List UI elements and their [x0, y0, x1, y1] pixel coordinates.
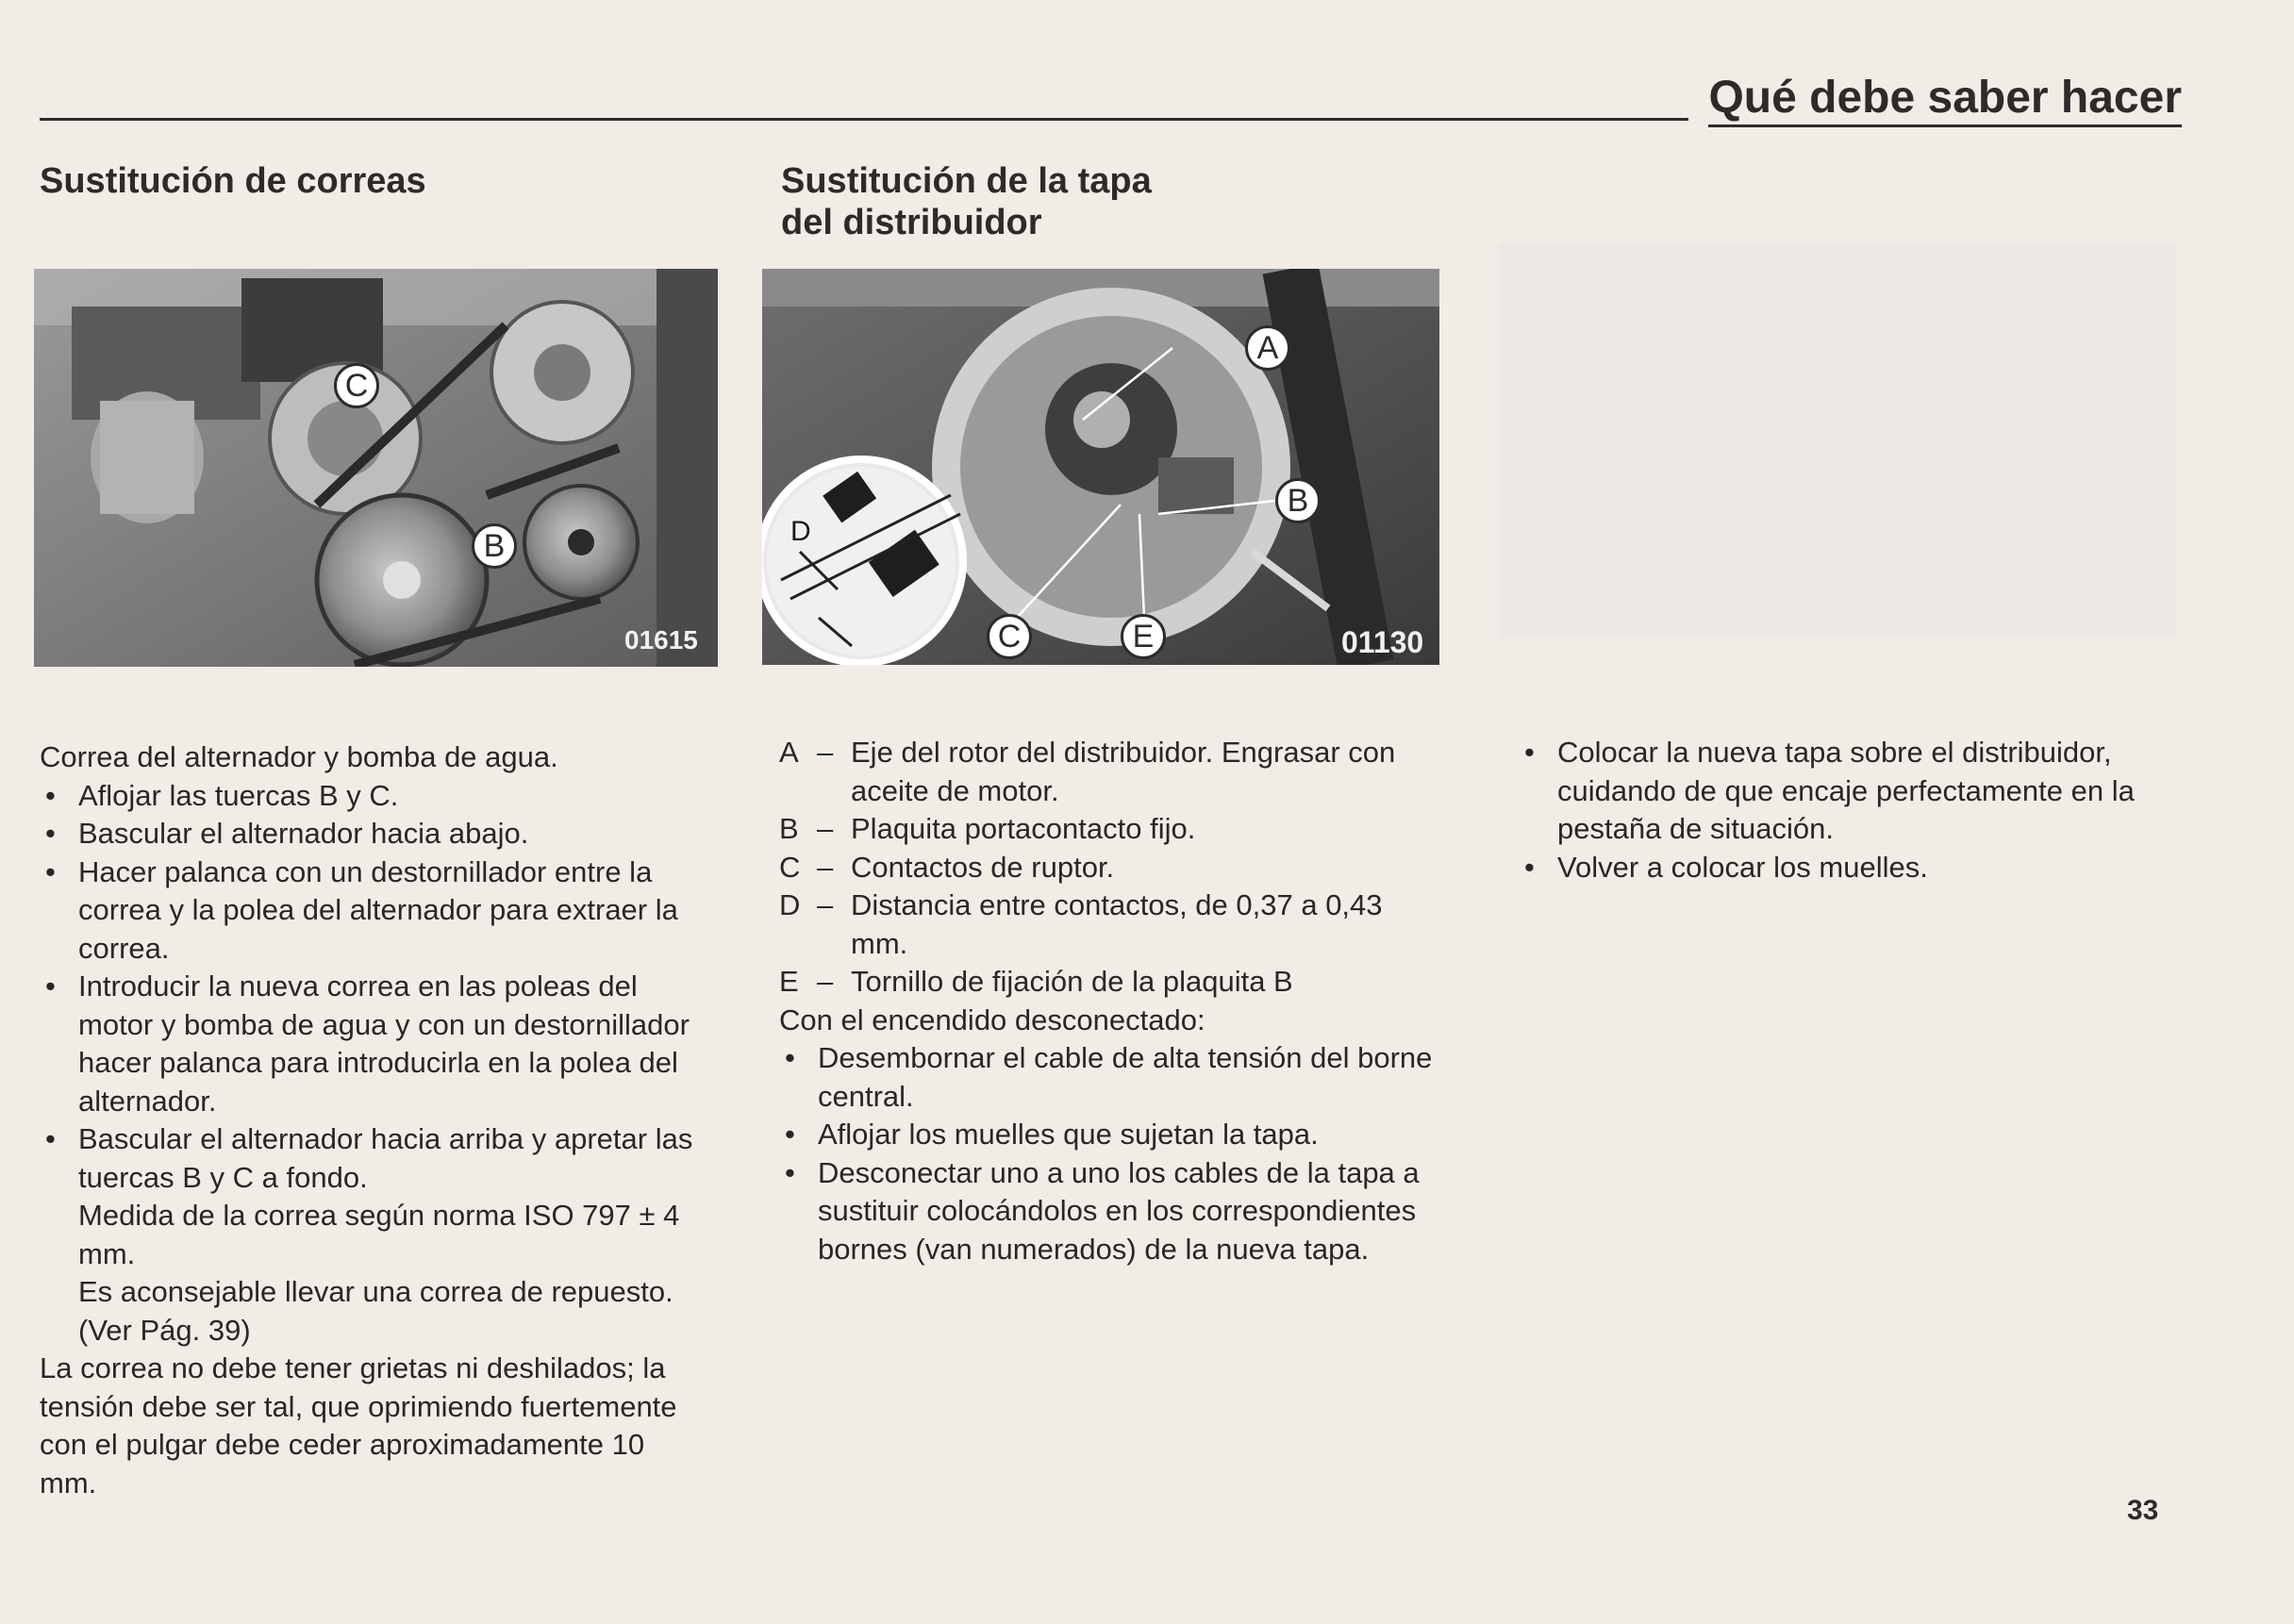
header-rule: [40, 118, 983, 121]
list-item: • Volver a colocar los muelles.: [1519, 849, 2179, 887]
list-item: • Introducir la nueva correa en las poleas del motor y bomba de agua y con un destornillador hacer palanca para introducirla en la polea del alternador.: [40, 968, 705, 1120]
spare-belt-note: Es aconsejable llevar una correa de repuesto. (Ver Pág. 39): [78, 1275, 673, 1347]
belt-size-note: Medida de la correa según norma ISO 797 ± 4 mm.: [78, 1199, 680, 1270]
condition-text: Con el encendido desconectado:: [779, 1003, 1205, 1036]
legend-dash: –: [817, 965, 834, 998]
callout-c: C: [987, 614, 1032, 659]
intro-text: Correa del alternador y bomba de agua.: [40, 740, 558, 773]
heading-distributor-cap: [781, 160, 1152, 243]
distributor-photo: [762, 269, 1439, 665]
belt-inspection-text: La correa no debe tener grietas ni deshilados; la tensión debe ser tal, que oprimiendo fuertemente con el pulgar debe ceder aproximadamente 10 mm.: [40, 1351, 677, 1500]
legend-key: B: [779, 812, 799, 845]
heading-line: del distribuidor: [781, 203, 1042, 242]
legend-key: C: [779, 850, 801, 884]
legend-text: Plaquita portacontacto fijo.: [851, 812, 1196, 845]
legend-dash: –: [817, 888, 834, 921]
legend-item-e: [779, 963, 1445, 1002]
list-item: • Bascular el alternador hacia arriba y apretar las tuercas B y C a fondo.: [40, 1120, 705, 1197]
legend-item-b: [779, 810, 1445, 849]
legend-key: A: [779, 736, 799, 769]
callout-b: B: [1275, 478, 1321, 523]
legend-item-a: [779, 734, 1445, 810]
legend-dash: –: [817, 736, 834, 769]
list-item: • Hacer palanca con un destornillador entre la correa y la polea del alternador para extraer la correa.: [40, 853, 705, 969]
photo-code: 01615: [624, 625, 698, 655]
callout-a: A: [1245, 325, 1290, 371]
callout-b: B: [472, 523, 517, 569]
callout-e: E: [1121, 614, 1166, 659]
distributor-illustration: [762, 269, 1439, 665]
list-item: • Bascular el alternador hacia abajo.: [40, 815, 705, 853]
middle-column-text: [779, 734, 1445, 1268]
page-number: 33: [2127, 1495, 2159, 1526]
legend-text: Eje del rotor del distribuidor. Engrasar con aceite de motor.: [851, 736, 1396, 807]
engine-belt-illustration: [34, 269, 718, 667]
legend-dash: –: [817, 812, 834, 845]
heading-belt-replacement: Sustitución de correas: [40, 161, 426, 201]
list-item: • Desconectar uno a uno los cables de la tapa a sustituir colocándolos en los correspondientes bornes (van numerados) de la nueva tapa.: [779, 1154, 1445, 1269]
legend-text: Distancia entre contactos, de 0,37 a 0,43 mm.: [851, 888, 1383, 960]
list-item: • Aflojar los muelles que sujetan la tapa.: [779, 1116, 1445, 1154]
legend-text: Contactos de ruptor.: [851, 850, 1115, 884]
faded-bleedthrough-panel: [1500, 243, 2177, 638]
legend-item-c: [779, 849, 1445, 887]
list-item: • Colocar la nueva tapa sobre el distribuidor, cuidando de que encaje perfectamente en la pestaña de situación.: [1519, 734, 2179, 849]
right-column-text: [1519, 734, 2179, 887]
legend-key: D: [779, 888, 801, 921]
legend-key: E: [779, 965, 799, 998]
engine-belt-photo: [34, 269, 718, 667]
left-column-text: [40, 738, 705, 1502]
legend-dash: –: [817, 850, 834, 884]
list-item: • Aflojar las tuercas B y C.: [40, 777, 705, 816]
callout-c: C: [334, 363, 379, 408]
legend-text: Tornillo de fijación de la plaquita B: [851, 965, 1293, 998]
heading-line: Sustitución de la tapa: [781, 161, 1152, 201]
header-rule-right: [981, 118, 1688, 121]
list-item: • Desembornar el cable de alta tensión del borne central.: [779, 1039, 1445, 1116]
page-title: Qué debe saber hacer: [1708, 74, 2182, 127]
photo-code: 01130: [1341, 625, 1424, 659]
callout-d: D: [790, 516, 811, 547]
legend-item-d: [779, 887, 1445, 963]
